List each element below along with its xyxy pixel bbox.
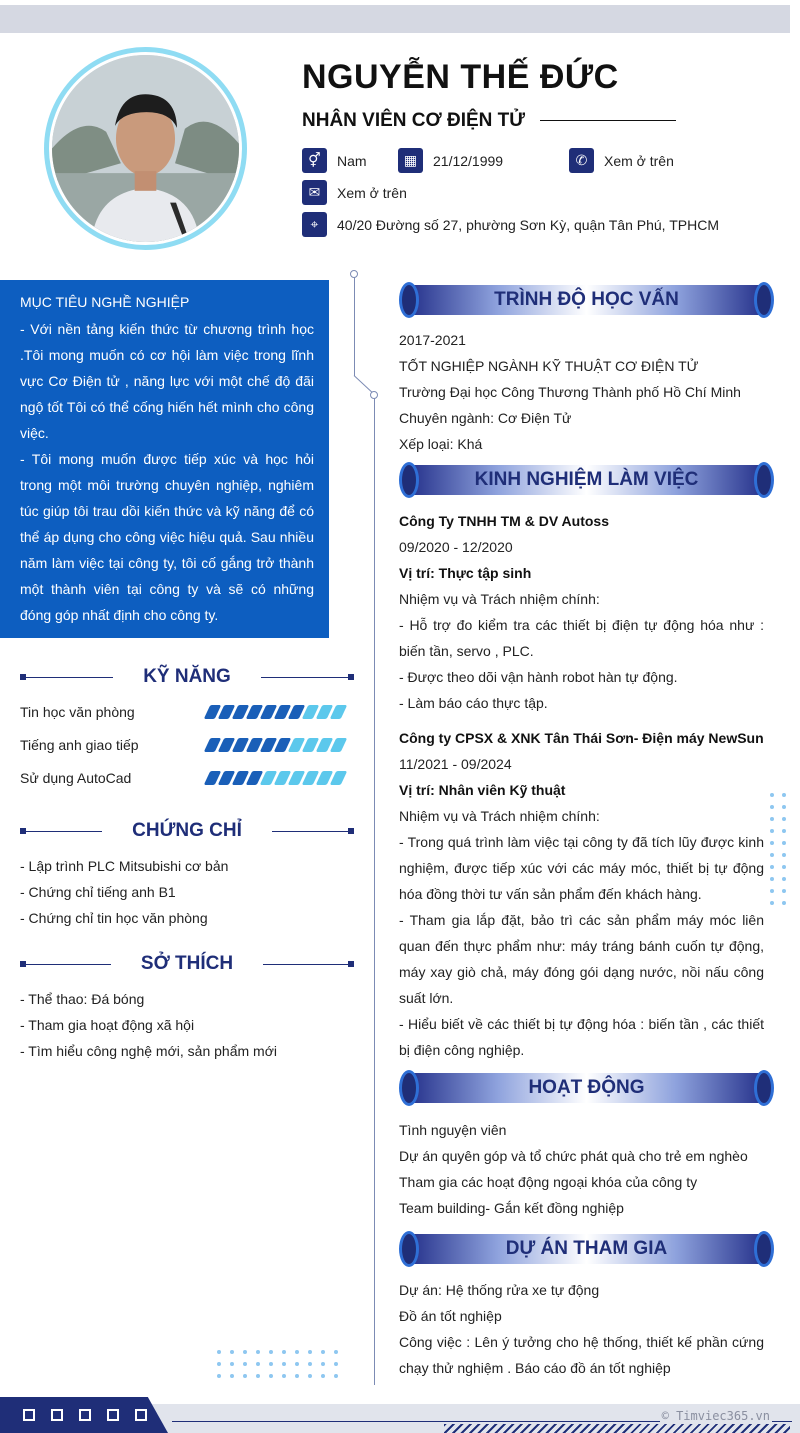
hobbies-list <box>20 986 277 1064</box>
footer-credit: © Timviec365.vn <box>661 1409 770 1423</box>
skill-label: Tiếng anh giao tiếp <box>20 737 139 753</box>
skill-level-bars <box>207 705 344 719</box>
skill-row <box>20 735 350 755</box>
education-degree: TỐT NGHIỆP NGÀNH KỸ THUẬT CƠ ĐIỆN TỬ <box>399 358 699 374</box>
education-details <box>399 327 764 457</box>
decor-dot <box>770 829 774 833</box>
skill-row <box>20 768 350 788</box>
job-duty: - Hiểu biết về các thiết bị tự động hóa : biến tần , các thiết bị điện công nghiệp. <box>399 1016 764 1058</box>
list-item: - Chứng chỉ tiếng anh B1 <box>20 884 176 900</box>
decor-dot <box>308 1350 312 1354</box>
decor-dot <box>256 1350 260 1354</box>
decor-dot <box>256 1374 260 1378</box>
decor-dot <box>770 889 774 893</box>
list-item: - Tham gia hoạt động xã hội <box>20 1017 195 1033</box>
email-value: Xem ở trên <box>337 184 407 201</box>
decor-dot <box>782 829 786 833</box>
phone-info <box>569 148 674 173</box>
address-value: 40/20 Đường số 27, phường Sơn Kỳ, quận Tân Phú, TPHCM <box>337 216 719 233</box>
decor-dot <box>770 841 774 845</box>
education-major: Chuyên ngành: Cơ Điện Tử <box>399 410 572 426</box>
phone-icon: ✆ <box>569 148 594 173</box>
gender-info <box>302 148 367 173</box>
decor-dot <box>782 877 786 881</box>
decor-dot <box>282 1362 286 1366</box>
decor-dot <box>782 805 786 809</box>
job-company: Công ty CPSX & XNK Tân Thái Sơn- Điện máy NewSun <box>399 730 764 746</box>
decor-dot-grid <box>217 1350 338 1378</box>
job-title: NHÂN VIÊN CƠ ĐIỆN TỬ <box>302 110 526 131</box>
footer-square <box>107 1409 119 1421</box>
skill-level-bars <box>207 738 344 752</box>
profile-photo <box>44 47 247 250</box>
decor-dot <box>256 1362 260 1366</box>
decor-dot <box>334 1374 338 1378</box>
address-info <box>302 212 719 237</box>
timeline-line <box>354 276 355 376</box>
decor-dot <box>770 877 774 881</box>
job-duties-title: Nhiệm vụ và Trách nhiệm chính: <box>399 591 600 607</box>
decor-dot <box>217 1374 221 1378</box>
envelope-icon: ✉ <box>302 180 327 205</box>
hobbies-heading: SỞ THÍCH <box>20 953 354 975</box>
experience-title: KINH NGHIỆM LÀM VIỆC <box>474 469 699 490</box>
birthday-cake-icon: ▦ <box>398 148 423 173</box>
decor-dot <box>295 1374 299 1378</box>
list-item: Dự án quyên góp và tổ chức phát quà cho trẻ em nghèo <box>399 1148 748 1164</box>
decor-dot <box>295 1362 299 1366</box>
decor-dot <box>770 901 774 905</box>
job-position: Vị trí: Nhân viên Kỹ thuật <box>399 782 566 798</box>
project-details <box>399 1277 764 1381</box>
activities-list <box>399 1117 764 1221</box>
decor-dot <box>217 1362 221 1366</box>
experience-banner <box>399 462 774 498</box>
footer-square <box>51 1409 63 1421</box>
activities-banner <box>399 1070 774 1106</box>
decor-dot <box>230 1362 234 1366</box>
decor-dot <box>334 1350 338 1354</box>
skills-heading: KỸ NĂNG <box>20 666 354 688</box>
job-period: 11/2021 - 09/2024 <box>399 756 512 772</box>
job-duties-title: Nhiệm vụ và Trách nhiệm chính: <box>399 808 600 824</box>
education-period: 2017-2021 <box>399 332 466 348</box>
birthday-value: 21/12/1999 <box>433 152 504 169</box>
decor-dot <box>782 853 786 857</box>
decor-dot <box>282 1350 286 1354</box>
activities-title: HOẠT ĐỘNG <box>528 1077 645 1098</box>
education-school: Trường Đại học Công Thương Thành phố Hồ Chí Minh <box>399 384 741 400</box>
decor-dot <box>782 817 786 821</box>
job-entry <box>399 725 764 1063</box>
job-duty: - Hỗ trợ đo kiểm tra các thiết bị điện tự động hóa như : biến tần, servo , PLC. <box>399 617 764 659</box>
decor-dot <box>770 853 774 857</box>
job-entry <box>399 508 764 716</box>
timeline-dot <box>350 270 358 278</box>
skill-label: Sử dụng AutoCad <box>20 770 132 786</box>
decor-dot <box>230 1350 234 1354</box>
footer-square <box>79 1409 91 1421</box>
email-info <box>302 180 407 205</box>
objective-paragraph: - Với nền tảng kiến thức từ chương trình học .Tôi mong muốn có cơ hội làm việc trong lĩnh vực Cơ Điện tử , năng lực với một chế độ đãi ngộ tốt Tôi có thể cống hiến hết mình cho công việc. <box>20 321 314 441</box>
decor-dot <box>217 1350 221 1354</box>
decor-dot <box>782 901 786 905</box>
projects-banner <box>399 1231 774 1267</box>
projects-title: DỰ ÁN THAM GIA <box>505 1238 668 1259</box>
decor-dot <box>243 1374 247 1378</box>
education-grade: Xếp loại: Khá <box>399 436 483 452</box>
job-duty: - Tham gia lắp đặt, bảo trì các sản phẩm máy móc liên quan đến thực phẩm như: máy tráng bánh cuốn tự động, máy xay giò chả, máy đóng gói dạng nước, nồi nấu công suất lớn. <box>399 912 764 1006</box>
career-objective-box <box>0 280 329 638</box>
decor-dot <box>308 1362 312 1366</box>
skill-bar-segment <box>330 771 348 785</box>
job-company: Công Ty TNHH TM & DV Autoss <box>399 513 609 529</box>
decor-dot <box>321 1350 325 1354</box>
skill-bar-segment <box>330 705 348 719</box>
decor-dot <box>230 1374 234 1378</box>
skill-bar-segment <box>330 738 348 752</box>
timeline-dot <box>370 391 378 399</box>
decor-dot <box>269 1362 273 1366</box>
decor-dot <box>269 1374 273 1378</box>
decor-dot <box>308 1374 312 1378</box>
project-type: Đồ án tốt nghiệp <box>399 1308 502 1324</box>
gender-icon: ⚥ <box>302 148 327 173</box>
list-item: - Thể thao: Đá bóng <box>20 991 145 1007</box>
list-item: - Tìm hiểu công nghệ mới, sản phẩm mới <box>20 1043 277 1059</box>
decor-dot <box>295 1350 299 1354</box>
list-item: Tham gia các hoạt động ngoại khóa của công ty <box>399 1174 698 1190</box>
skill-row <box>20 702 350 722</box>
decor-dot <box>770 817 774 821</box>
objective-paragraph: - Tôi mong muốn được tiếp xúc và học hỏi trong một môi trường chuyên nghiệp, nghiêm túc giúp tôi trau dồi kiến thức và kỹ năng để có thể áp dụng cho công việc hiệu quả. Sau nhiều năm làm việc tại công ty, tôi cố gắng trở thành một thành viên tại công ty và sẽ có những đóng góp nhất định cho công ty. <box>20 451 314 623</box>
decor-dot <box>269 1350 273 1354</box>
project-work: Công việc : Lên ý tưởng cho hệ thống, thiết kế phần cứng chạy thử nghiệm . Báo cáo đồ án tốt nghiệp <box>399 1334 764 1376</box>
decor-dot <box>770 805 774 809</box>
decor-dot <box>782 865 786 869</box>
footer <box>0 1397 800 1433</box>
footer-square <box>23 1409 35 1421</box>
project-name: Dự án: Hệ thống rửa xe tự động <box>399 1282 600 1298</box>
skill-level-bars <box>207 771 344 785</box>
decor-dot <box>243 1362 247 1366</box>
job-position: Vị trí: Thực tập sinh <box>399 565 532 581</box>
job-duty: - Được theo dõi vận hành robot hàn tự động. <box>399 669 678 685</box>
certificates-list <box>20 853 228 931</box>
job-period: 09/2020 - 12/2020 <box>399 539 513 555</box>
job-duty: - Trong quá trình làm việc tại công ty đã tích lũy được kinh nghiệm, được tiếp xúc với các máy móc, thiết bị tự động hóa đồng thời tư vấn sản phẩm đến khách hàng. <box>399 834 764 902</box>
decor-dot <box>782 889 786 893</box>
decor-dot <box>282 1374 286 1378</box>
list-item: Team building- Gắn kết đồng nghiệp <box>399 1200 624 1216</box>
decor-dot <box>243 1350 247 1354</box>
gender-value: Nam <box>337 152 367 169</box>
footer-square <box>135 1409 147 1421</box>
decor-dot <box>770 865 774 869</box>
list-item: Tình nguyện viên <box>399 1122 507 1138</box>
phone-value: Xem ở trên <box>604 152 674 169</box>
candidate-name: NGUYỄN THẾ ĐỨC <box>302 58 619 96</box>
decor-dot <box>321 1362 325 1366</box>
decor-dot-grid <box>770 793 786 905</box>
list-item: - Chứng chỉ tin học văn phòng <box>20 910 208 926</box>
title-divider <box>540 120 676 121</box>
birthday-info <box>398 148 503 173</box>
decor-dot <box>782 793 786 797</box>
location-pin-icon: ⌖ <box>302 212 327 237</box>
job-duty: - Làm báo cáo thực tập. <box>399 695 548 711</box>
decor-dot <box>334 1362 338 1366</box>
education-title: TRÌNH ĐỘ HỌC VẤN <box>494 289 679 310</box>
decor-dot <box>321 1374 325 1378</box>
timeline-line <box>374 395 375 1385</box>
top-decor-bar <box>0 5 790 33</box>
person-portrait-illustration <box>52 55 239 242</box>
education-banner <box>399 282 774 318</box>
decor-dot <box>782 841 786 845</box>
list-item: - Lập trình PLC Mitsubishi cơ bản <box>20 858 229 874</box>
objective-title: MỤC TIÊU NGHỀ NGHIỆP <box>20 294 190 310</box>
certificates-heading: CHỨNG CHỈ <box>20 820 354 842</box>
decor-dot <box>770 793 774 797</box>
skill-label: Tin học văn phòng <box>20 704 135 720</box>
